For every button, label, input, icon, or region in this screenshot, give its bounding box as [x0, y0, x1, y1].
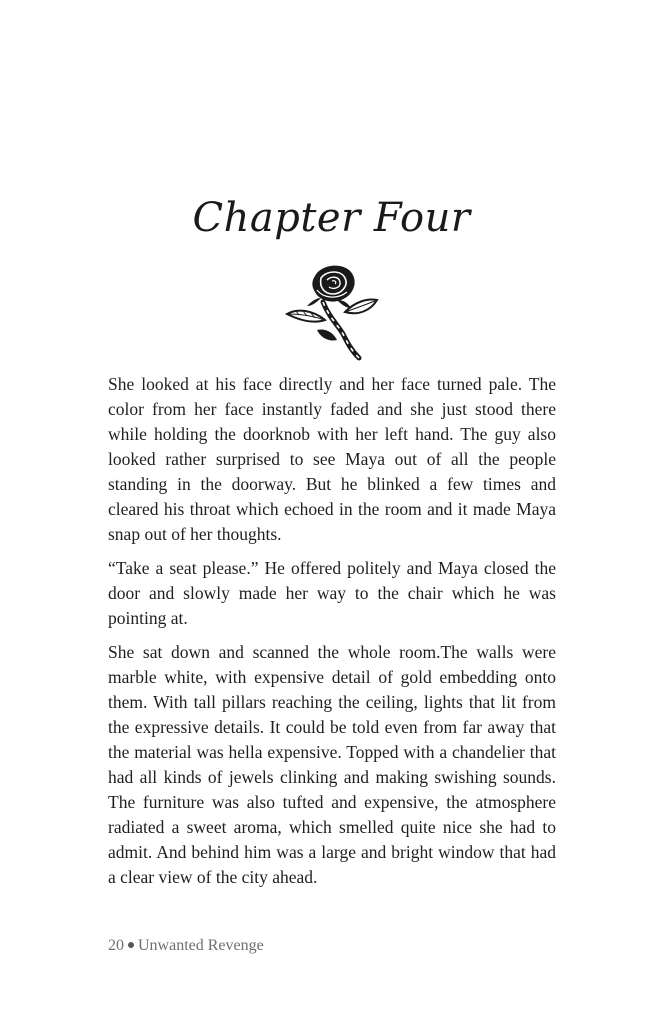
- chapter-title: Chapter Four: [192, 195, 471, 241]
- paragraph-3: She sat down and scanned the whole room.The walls were marble white, with expensive detail of gold embedding onto them. With tall pillars reaching the ceiling, lights that lit from the expressive details. It could be told even from far away that the material was hella expensive. Topped with a chandelier that had all kinds of jewels clinking and making swishing sounds. The furniture was also tufted and expensive, the atmosphere radiated a sweet aroma, which smelled quite nice she had to admit. And behind him was a large and bright window that had a clear view of the city ahead.: [108, 642, 556, 887]
- paragraph-2: “Take a seat please.” He offered politely and Maya closed the door and slowly made her way to the chair which he was pointing at.: [108, 558, 556, 628]
- page-footer: [108, 935, 264, 957]
- paragraph-1: She looked at his face directly and her face turned pale. The color from her face instantly faded and she just stood there while holding the doorknob with her left hand. The guy also looked rather surprised to see Maya out of all the people standing in the doorway. But he blinked a few times and cleared his throat which echoed in the room and it made Maya snap out of her thoughts.: [108, 374, 556, 544]
- book-title: Unwanted Revenge: [138, 937, 264, 954]
- page-number: 20: [108, 937, 124, 954]
- chapter-body: [108, 372, 556, 899]
- bullet-separator-icon: [128, 942, 134, 948]
- rose-icon: [285, 262, 380, 362]
